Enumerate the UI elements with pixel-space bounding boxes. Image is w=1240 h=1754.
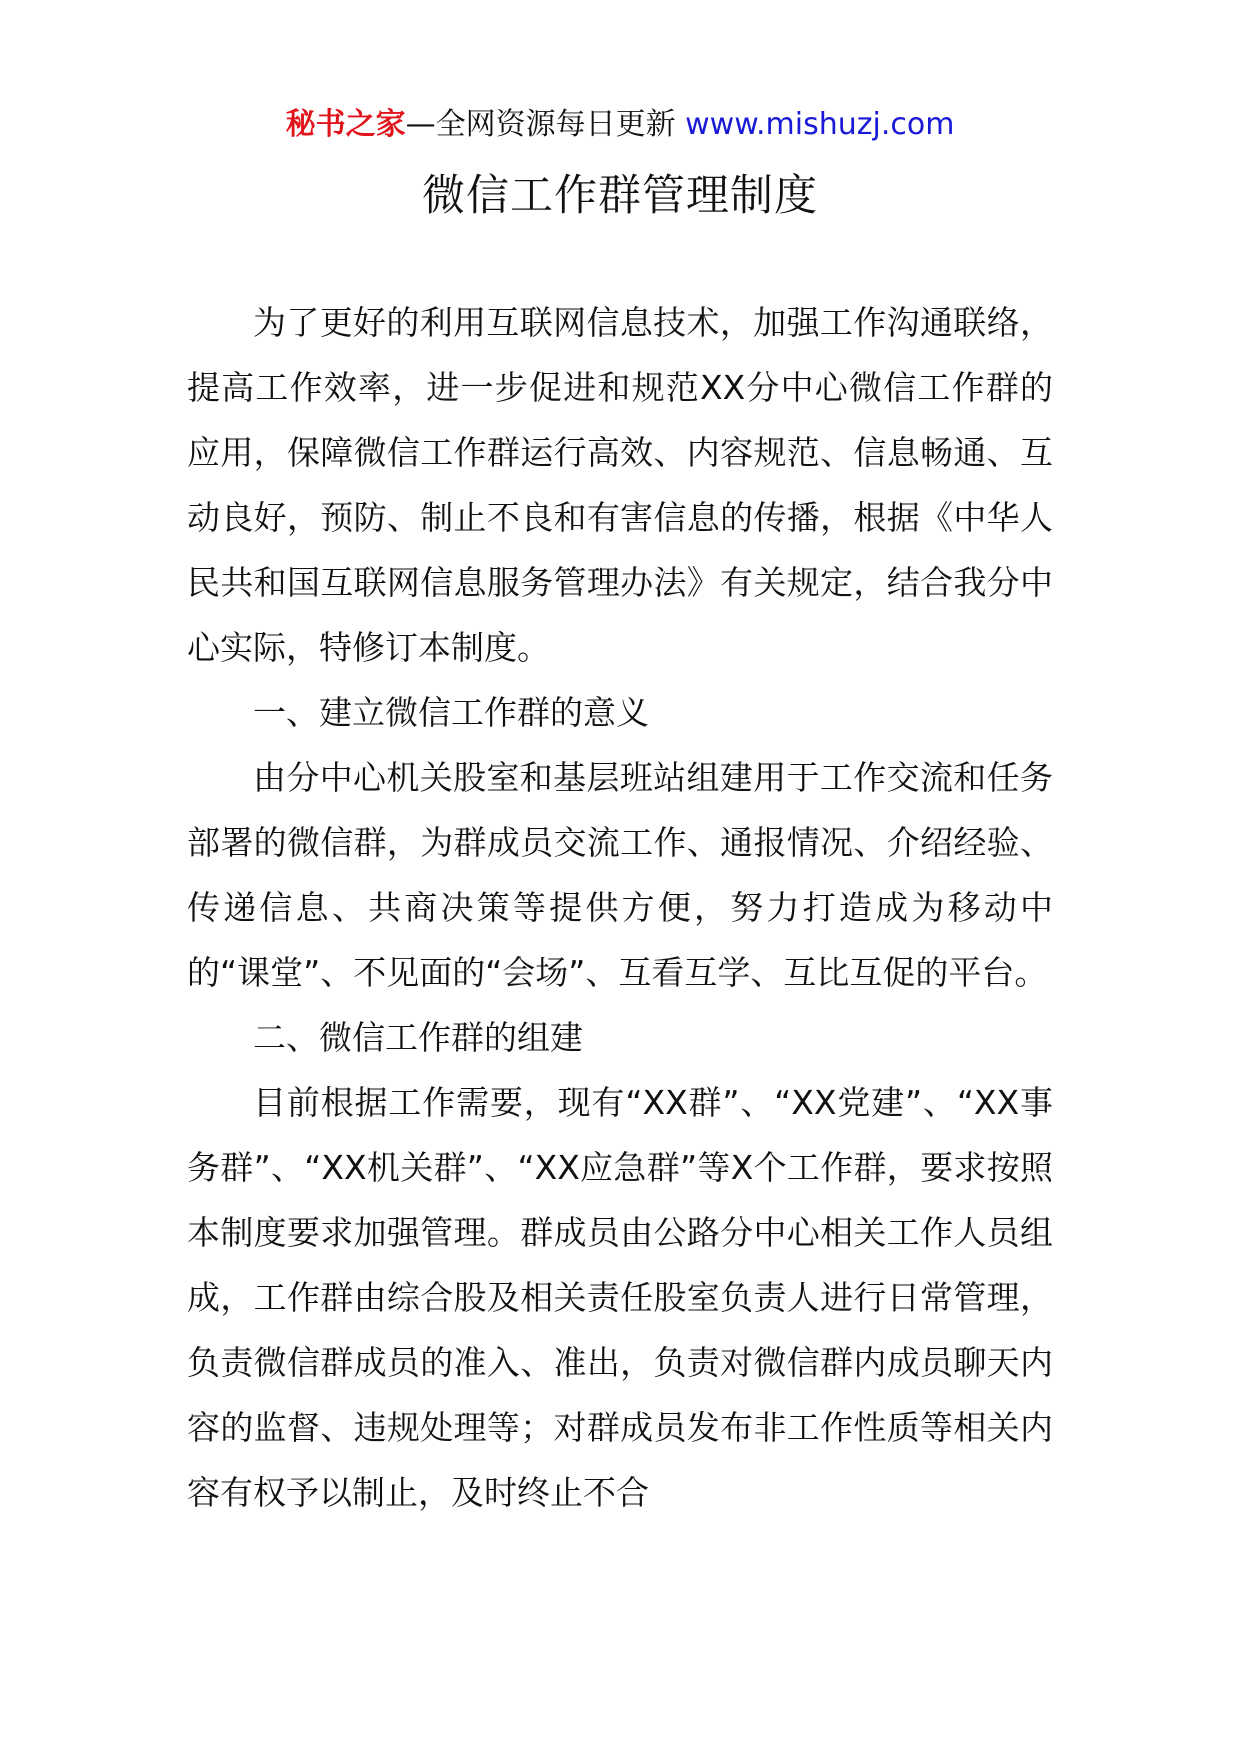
section-heading-2: 二、微信工作群的组建 xyxy=(253,1018,583,1057)
section-1-paragraph: 由分中心机关股室和基层班站组建用于工作交流和任务部署的微信群，为群成员交流工作、通报情况、介绍经验、传递信息、共商决策等提供方便，努力打造成为移动中的“课堂”、不见面的“会场”、互看互学、互比互促的平台。 xyxy=(187,758,1053,992)
intro-paragraph: 为了更好的利用互联网信息技术，加强工作沟通联络，提高工作效率，进一步促进和规范XX分中心微信工作群的应用，保障微信工作群运行高效、内容规范、信息畅通、互动良好，预防、制止不良和有害信息的传播，根据《中华人民共和国互联网信息服务管理办法》有关规定，结合我分中心实际，特修订本制度。 xyxy=(187,303,1053,667)
site-header xyxy=(0,102,1240,148)
section-2-paragraph: 目前根据工作需要，现有“XX群”、“XX党建”、“XX事务群”、“XX机关群”、“XX应急群”等X个工作群，要求按照本制度要求加强管理。群成员由公路分中心相关工作人员组成，工作群由综合股及相关责任股室负责人进行日常管理，负责微信群成员的准入、准出，负责对微信群内成员聊天内容的监督、违规处理等；对群成员发布非工作性质等相关内容有权予以制止，及时终止不合 xyxy=(187,1083,1053,1512)
brand-name: 秘书之家 xyxy=(285,107,406,142)
section-heading-1: 一、建立微信工作群的意义 xyxy=(253,693,649,732)
document-title: 微信工作群管理制度 xyxy=(422,171,818,221)
site-tagline: —全网资源每日更新 xyxy=(405,107,686,142)
site-url-link[interactable]: www.mishuzj.com xyxy=(685,107,955,142)
document-body xyxy=(187,290,1053,1525)
